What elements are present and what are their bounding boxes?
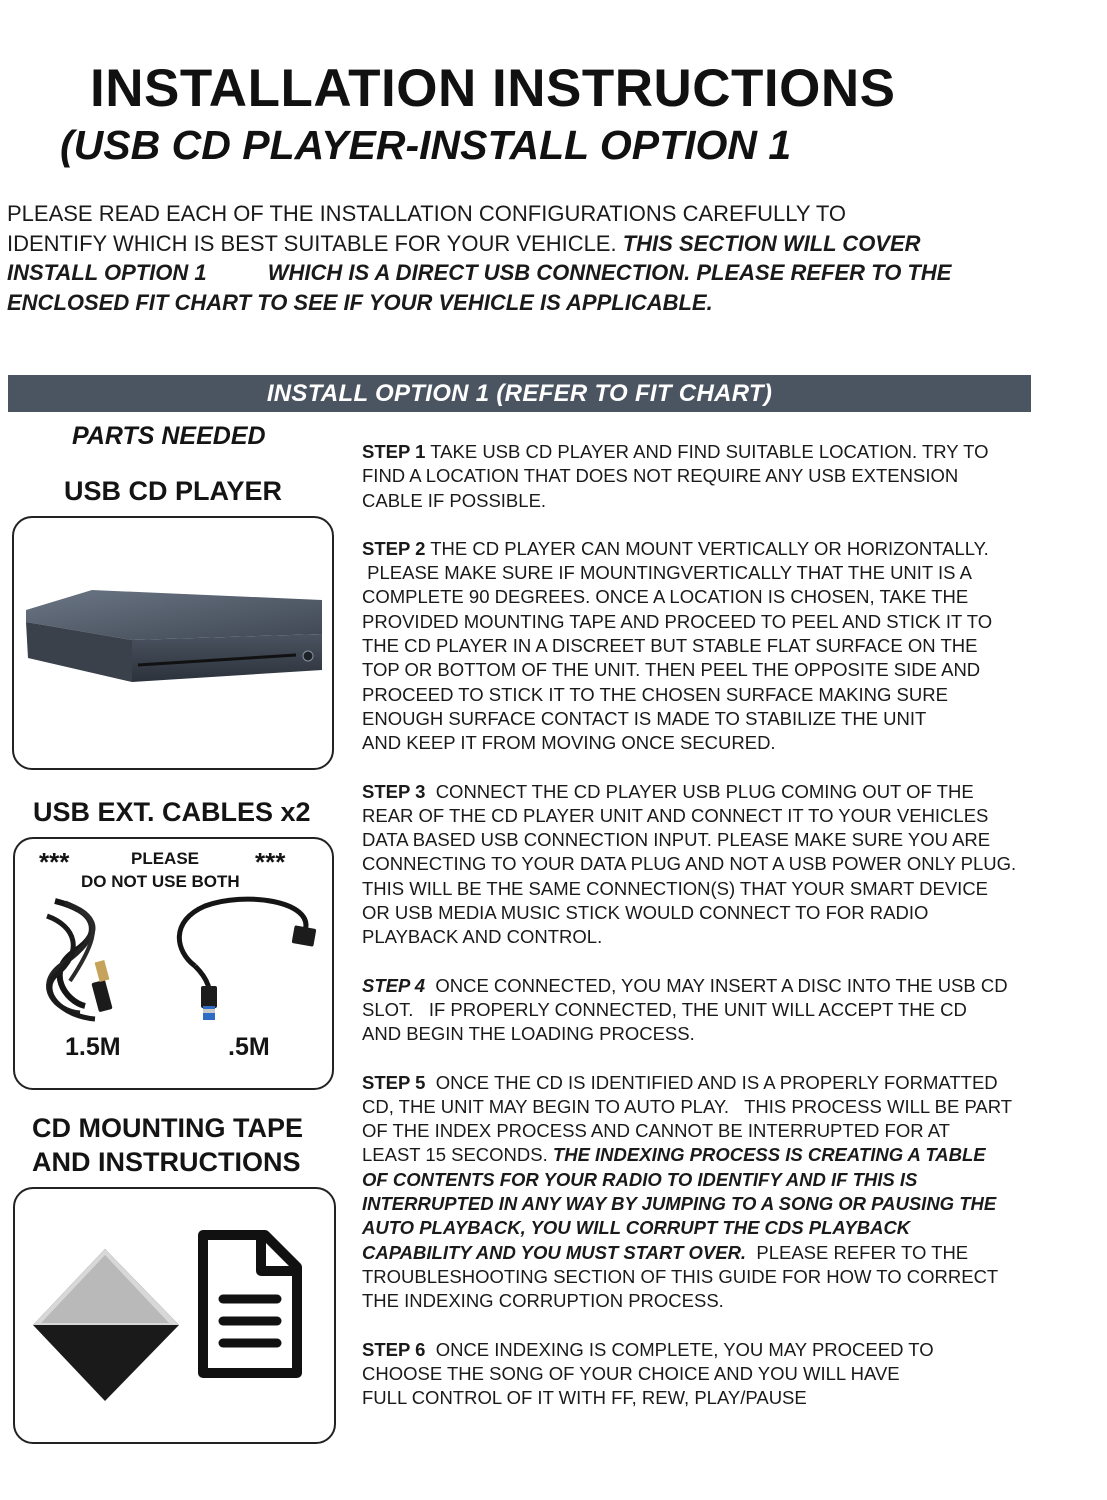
step-text: CONNECT THE CD PLAYER USB PLUG COMING OUT OF THE	[425, 780, 974, 802]
step-text: TOP OR BOTTOM OF THE UNIT. THEN PEEL THE OPPOSITE SIDE AND	[362, 659, 981, 681]
intro-line: ENCLOSED FIT CHART TO SEE IF YOUR VEHICLE IS APPLICABLE.	[7, 289, 713, 315]
steps-column	[362, 440, 1092, 1434]
tape-image-box	[13, 1187, 336, 1444]
step-text: CABLE IF POSSIBLE.	[362, 489, 547, 511]
step-text: CONNECTING TO YOUR DATA PLUG AND NOT A USB POWER ONLY PLUG.	[362, 853, 1017, 875]
intro-line: INSTALL OPTION 1 WHICH IS A DIRECT USB CONNECTION. PLEASE REFER TO THE	[7, 260, 952, 285]
step-4	[362, 974, 1092, 1047]
step-text: CHOOSE THE SONG OF YOUR CHOICE AND YOU WILL HAVE	[362, 1362, 900, 1384]
step-2-label: STEP 2	[362, 537, 426, 559]
step-text: OF THE INDEX PROCESS AND CANNOT BE INTERRUPTED FOR AT	[362, 1120, 950, 1142]
step-text: ONCE INDEXING IS COMPLETE, YOU MAY PROCEED TO	[425, 1338, 934, 1360]
page-subtitle: (USB CD PLAYER-INSTALL OPTION 1	[60, 122, 792, 168]
intro-line: PLEASE READ EACH OF THE INSTALLATION CONFIGURATIONS CAREFULLY TO	[7, 201, 847, 226]
mounting-tape-heading-line2: AND INSTRUCTIONS	[32, 1147, 301, 1177]
cable-0-5m-image	[165, 891, 325, 1031]
intro-text: IDENTIFY WHICH IS BEST SUITABLE FOR YOUR VEHICLE.	[7, 230, 623, 256]
step-text: FIND A LOCATION THAT DOES NOT REQUIRE ANY USB EXTENSION	[362, 465, 959, 487]
step-emphasis: CAPABILITY AND YOU MUST START OVER.	[362, 1241, 747, 1263]
step-text: ENOUGH SURFACE CONTACT IS MADE TO STABILIZE THE UNIT	[362, 707, 927, 729]
mounting-tape-heading-line1: CD MOUNTING TAPE	[32, 1113, 303, 1143]
step-text: THE CD PLAYER CAN MOUNT VERTICALLY OR HORIZONTALLY.	[425, 537, 989, 559]
step-text: TROUBLESHOOTING SECTION OF THIS GUIDE FOR HOW TO CORRECT	[362, 1265, 999, 1287]
step-text: DATA BASED USB CONNECTION INPUT. PLEASE MAKE SURE YOU ARE	[362, 829, 991, 851]
note-do-not-use-both: DO NOT USE BOTH	[81, 872, 240, 891]
note-please: PLEASE	[131, 849, 200, 868]
step-6-label: STEP 6	[362, 1338, 426, 1360]
step-text: OR USB MEDIA MUSIC STICK WOULD CONNECT TO FOR RADIO	[362, 902, 929, 924]
note-stars-right: ***	[255, 847, 286, 877]
step-text: AND KEEP IT FROM MOVING ONCE SECURED.	[362, 732, 776, 754]
step-text: SLOT. IF PROPERLY CONNECTED, THE UNIT WILL ACCEPT THE CD	[362, 998, 967, 1020]
cd-player-image-box	[12, 516, 334, 770]
step-6	[362, 1338, 1092, 1411]
intro-line	[7, 229, 1097, 259]
step-5-label: STEP 5	[362, 1071, 426, 1093]
step-text: PLEASE MAKE SURE IF MOUNTINGVERTICALLY THAT THE UNIT IS A	[362, 562, 972, 584]
step-text: AND BEGIN THE LOADING PROCESS.	[362, 1023, 695, 1045]
note-stars-left: ***	[39, 847, 70, 877]
step-emphasis: INTERRUPTED IN ANY WAY BY JUMPING TO A SONG OR PAUSING THE	[362, 1193, 997, 1215]
step-4-label: STEP 4	[362, 974, 426, 996]
step-1	[362, 440, 1092, 513]
usb-ext-cables-heading: USB EXT. CABLES x2	[33, 797, 311, 827]
step-text: ONCE THE CD IS IDENTIFIED AND IS A PROPERLY FORMATTED	[425, 1071, 998, 1093]
step-text: PROVIDED MOUNTING TAPE AND PROCEED TO PEEL AND STICK IT TO	[362, 610, 993, 632]
section-banner: INSTALL OPTION 1 (REFER TO FIT CHART)	[8, 375, 1031, 412]
page-title: INSTALLATION INSTRUCTIONS	[90, 59, 896, 118]
step-3-label: STEP 3	[362, 780, 426, 802]
step-emphasis: THE INDEXING PROCESS IS CREATING A TABLE	[552, 1144, 986, 1166]
step-text: PROCEED TO STICK IT TO THE CHOSEN SURFACE MAKING SURE	[362, 683, 948, 705]
usb-cd-player-heading: USB CD PLAYER	[64, 476, 283, 506]
step-emphasis: AUTO PLAYBACK, YOU WILL CORRUPT THE CDS PLAYBACK	[362, 1217, 911, 1239]
step-text: LEAST 15 SECONDS.	[362, 1144, 553, 1166]
step-text: COMPLETE 90 DEGREES. ONCE A LOCATION IS CHOSEN, TAKE THE	[362, 586, 969, 608]
intro-emphasis: THIS SECTION WILL COVER	[622, 230, 921, 256]
step-text: CD, THE UNIT MAY BEGIN TO AUTO PLAY. THIS PROCESS WILL BE PART	[362, 1095, 1013, 1117]
step-text: THE CD PLAYER IN A DISCREET BUT STABLE FLAT SURFACE ON THE	[362, 635, 978, 657]
intro-paragraph	[7, 199, 1097, 317]
cable-1-5m-image	[35, 891, 145, 1031]
cables-image-box	[13, 837, 334, 1090]
step-text: THIS WILL BE THE SAME CONNECTION(S) THAT YOUR SMART DEVICE	[362, 877, 989, 899]
cable-length-1: 1.5M	[65, 1033, 121, 1061]
step-text: THE INDEXING CORRUPTION PROCESS.	[362, 1290, 724, 1312]
instructions-document-icon	[195, 1229, 305, 1379]
step-3	[362, 780, 1092, 950]
step-text: PLEASE REFER TO THE	[746, 1241, 969, 1263]
step-text: PLAYBACK AND CONTROL.	[362, 926, 603, 948]
parts-needed-heading: PARTS NEEDED	[72, 422, 266, 450]
step-text: REAR OF THE CD PLAYER UNIT AND CONNECT IT TO YOUR VEHICLES	[362, 804, 989, 826]
mounting-tape-image	[29, 1239, 189, 1409]
step-2	[362, 537, 1092, 756]
step-emphasis: OF CONTENTS FOR YOUR RADIO TO IDENTIFY AND IF THIS IS	[362, 1168, 918, 1190]
step-text: TAKE USB CD PLAYER AND FIND SUITABLE LOCATION. TRY TO	[425, 441, 989, 462]
step-text: ONCE CONNECTED, YOU MAY INSERT A DISC INTO THE USB CD	[425, 974, 1008, 996]
cable-length-2: .5M	[228, 1033, 270, 1061]
step-5	[362, 1071, 1092, 1314]
step-1-label: STEP 1	[362, 441, 426, 462]
step-text: FULL CONTROL OF IT WITH FF, REW, PLAY/PAUSE	[362, 1387, 807, 1409]
cd-player-image	[14, 518, 332, 768]
